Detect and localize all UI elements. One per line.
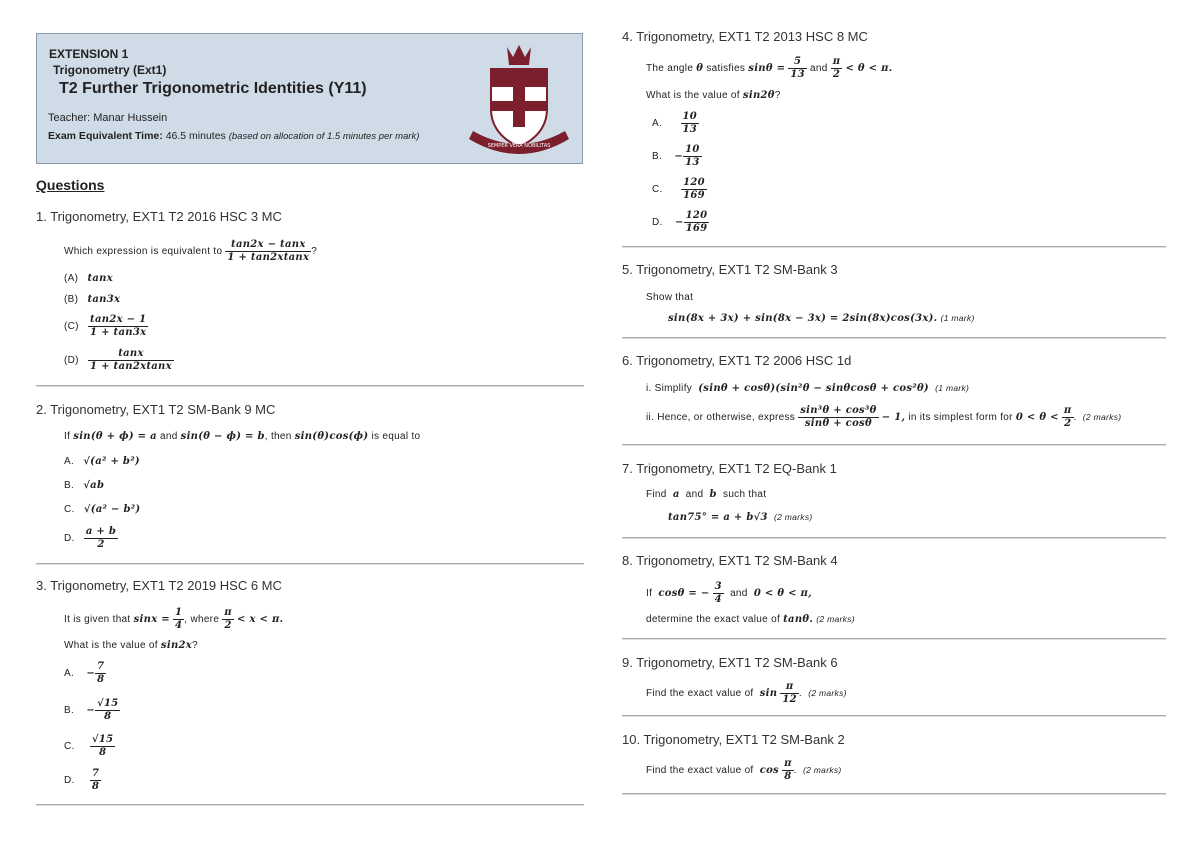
q1-heading: 1. Trigonometry, EXT1 T2 2016 HSC 3 MC — [36, 209, 282, 224]
q1-option-b[interactable]: (B) tan3x — [64, 294, 121, 305]
time-note: (based on allocation of 1.5 minutes per mark) — [228, 131, 420, 142]
q1-option-d[interactable]: (D) $\frac{\tan x}{1 + \tan 2xtanx}$ — [64, 348, 172, 372]
teacher-line — [48, 112, 167, 124]
divider — [36, 563, 584, 565]
divider — [622, 715, 1166, 717]
q10-stem: Find the exact value of cos $\frac{\pi}{8}$ . (2 marks) — [646, 758, 842, 782]
q2-option-b[interactable]: B. √ab — [64, 480, 105, 491]
q7-equation: tan75° = a + b√3 (2 marks) — [668, 512, 813, 523]
q3-question: What is the value of sin2x? — [64, 640, 198, 651]
q7-heading: 7. Trigonometry, EXT1 T2 EQ-Bank 1 — [622, 461, 837, 476]
q7-stem: Find a and b such that — [646, 489, 767, 500]
q4-option-c[interactable]: C. $\frac{120}{169}$ — [652, 177, 705, 201]
divider — [622, 537, 1166, 539]
teacher-label: Teacher: — [48, 112, 91, 124]
q1-stem: Which expression is equivalent to $\frac{\tan 2x - \tan x}{1 + \tan 2xtanx}$ ? — [64, 239, 318, 263]
divider — [622, 793, 1166, 795]
q6-part-ii: ii. Hence, or otherwise, express $\frac{\text{sin³θ + cos³θ}}{\sin\theta + \cos\theta}$ − 1, in its simplest form for 0 < θ < $\frac{\pi}{2}$ . (2 marks) — [646, 405, 1122, 429]
q8-stem: If cosθ = − $\frac{3}{4}$ and 0 < θ < π, — [646, 581, 812, 605]
divider — [622, 444, 1166, 446]
q2-stem: If sin(θ + ϕ) = a and sin(θ − ϕ) = b, then sin(θ)cos(ϕ) is equal to — [64, 431, 421, 442]
q6-heading: 6. Trigonometry, EXT1 T2 2006 HSC 1d — [622, 353, 852, 368]
q4-question: What is the value of sin2θ? — [646, 90, 781, 101]
q3-option-b[interactable]: B. − $\frac{√15}{8}$ — [64, 698, 119, 722]
divider — [36, 804, 584, 806]
q4-heading: 4. Trigonometry, EXT1 T2 2013 HSC 8 MC — [622, 29, 868, 44]
q3-option-c[interactable]: C. $\frac{√15}{8}$ — [64, 734, 114, 758]
q4-option-d[interactable]: D. − $\frac{120}{169}$ — [652, 210, 708, 234]
q1-stem-fraction: $\frac{\tan 2x - \tan x}{1 + \tan 2xtanx}$ — [227, 239, 310, 263]
q8-heading: 8. Trigonometry, EXT1 T2 SM-Bank 4 — [622, 553, 838, 568]
q2-option-c[interactable]: C. √(a² − b²) — [64, 504, 141, 515]
q3-heading: 3. Trigonometry, EXT1 T2 2019 HSC 6 MC — [36, 578, 282, 593]
q2-heading: 2. Trigonometry, EXT1 T2 SM-Bank 9 MC — [36, 402, 276, 417]
q1-option-c[interactable]: (C) $\frac{\tan 2x - 1}{1 + \tan 3x}$ — [64, 314, 147, 338]
time-line — [48, 130, 419, 142]
divider — [622, 638, 1166, 640]
q4-option-a[interactable]: A. $\frac{10}{13}$ — [652, 111, 698, 135]
header-box — [36, 33, 583, 164]
q3-option-d[interactable]: D. $\frac{7}{8}$ — [64, 768, 100, 792]
q10-heading: 10. Trigonometry, EXT1 T2 SM-Bank 2 — [622, 732, 845, 747]
q3-stem: It is given that sinx = $\frac{1}{4}$ , where $\frac{\pi}{2}$ < x < π. — [64, 607, 284, 631]
page-title: T2 Further Trigonometric Identities (Y11) — [59, 80, 367, 97]
time-label: Exam Equivalent Time: — [48, 130, 163, 142]
q4-stem: The angle θ satisfies sinθ = $\frac{5}{13}$ and $\frac{\pi}{2}$ < θ < π. — [646, 56, 893, 80]
school-crest-icon — [461, 39, 577, 159]
subject-label: Trigonometry (Ext1) — [53, 63, 167, 77]
q5-heading: 5. Trigonometry, EXT1 T2 SM-Bank 3 — [622, 262, 838, 277]
q3-option-a[interactable]: A. − $\frac{7}{8}$ — [64, 661, 105, 685]
q1-stem-text: Which expression is equivalent to — [64, 246, 223, 258]
q5-equation: sin(8x + 3x) + sin(8x − 3x) = 2sin(8x)cos(3x). (1 mark) — [668, 313, 975, 324]
q1-option-a[interactable]: (A) tanx — [64, 273, 114, 284]
crest-motto: SEMPER VERA NOBILITAS — [487, 143, 551, 149]
q2-option-a[interactable]: A. √(a² + b²) — [64, 456, 140, 467]
q5-show: Show that — [646, 292, 694, 303]
q6-part-i: i. Simplify (sinθ + cosθ)(sin²θ − sinθcosθ + cos²θ) (1 mark) — [646, 383, 970, 394]
q8-determine: determine the exact value of tanθ. (2 marks) — [646, 614, 855, 625]
q2-option-d[interactable]: D. $\frac{a + b}{2}$ — [64, 526, 117, 550]
divider — [622, 337, 1166, 339]
divider — [622, 246, 1166, 248]
extension-label: EXTENSION 1 — [49, 47, 129, 61]
teacher-name: Manar Hussein — [93, 112, 168, 124]
q9-heading: 9. Trigonometry, EXT1 T2 SM-Bank 6 — [622, 655, 838, 670]
q4-option-b[interactable]: B. − $\frac{10}{13}$ — [652, 144, 700, 168]
time-value: 46.5 minutes — [165, 130, 226, 142]
questions-heading: Questions — [36, 177, 105, 193]
divider — [36, 385, 584, 387]
q9-stem: Find the exact value of sin $\frac{\pi}{12}$ . (2 marks) — [646, 681, 847, 705]
